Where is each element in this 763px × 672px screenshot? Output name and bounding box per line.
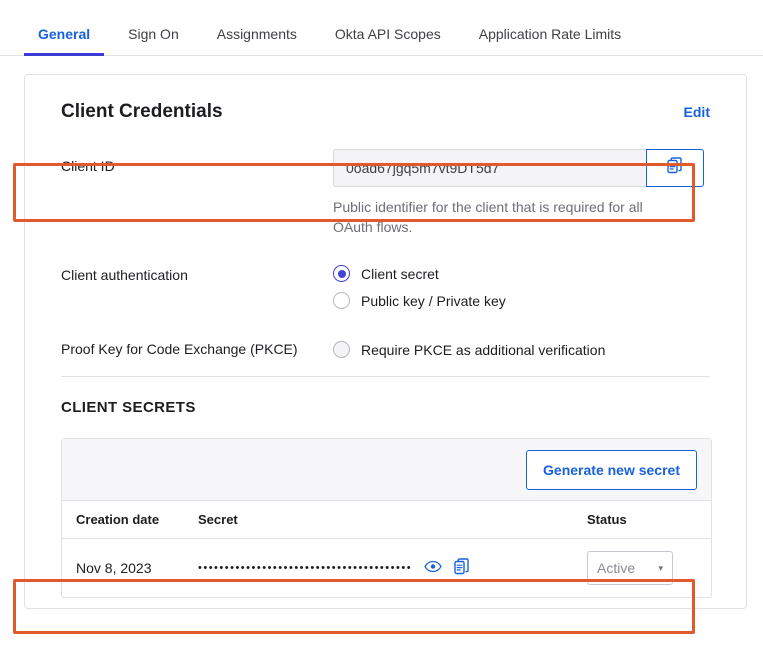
cell-creation-date: Nov 8, 2023	[76, 560, 152, 576]
status-dropdown[interactable]	[587, 551, 673, 585]
radio-client-secret[interactable]	[333, 265, 710, 282]
client-authentication-options	[333, 265, 710, 319]
cell-status	[587, 551, 697, 585]
reveal-secret-button[interactable]	[424, 560, 442, 576]
copy-client-id-button[interactable]	[646, 149, 704, 187]
client-credentials-card	[24, 74, 747, 609]
radio-icon-selected	[333, 265, 350, 282]
radio-public-private-key-label: Public key / Private key	[361, 292, 506, 309]
column-header-secret: Secret	[198, 512, 238, 527]
tab-okta-api-scopes[interactable]: Okta API Scopes	[334, 26, 441, 42]
client-id-input[interactable]: 0oad67jgq5m7vt9DT5d7	[333, 149, 647, 187]
pkce-label: Proof Key for Code Exchange (PKCE)	[61, 341, 298, 357]
copy-icon	[454, 558, 471, 579]
tab-application-rate-limits[interactable]: Application Rate Limits	[478, 26, 622, 42]
status-badge: Active	[597, 560, 636, 576]
radio-public-private-key[interactable]	[333, 292, 710, 309]
checkbox-require-pkce[interactable]	[333, 341, 710, 358]
column-header-status: Status	[587, 512, 627, 527]
column-header-creation-date: Creation date	[76, 512, 160, 527]
client-authentication-label: Client authentication	[61, 267, 188, 283]
eye-icon	[424, 560, 442, 576]
client-id-label: Client ID	[61, 158, 115, 174]
checkbox-icon	[333, 341, 350, 358]
radio-client-secret-label: Client secret	[361, 265, 439, 282]
page-title: Client Credentials	[61, 101, 223, 122]
table-row	[62, 539, 711, 597]
content-area	[0, 56, 763, 609]
secrets-toolbar	[62, 439, 711, 501]
checkbox-require-pkce-label: Require PKCE as additional verification	[361, 341, 606, 358]
client-id-input-group	[333, 149, 710, 187]
client-id-row	[61, 149, 710, 237]
section-divider	[61, 376, 710, 377]
tab-general[interactable]: General	[24, 27, 104, 55]
generate-new-secret-button[interactable]: Generate new secret	[526, 450, 697, 490]
edit-button[interactable]: Edit	[683, 104, 710, 120]
cell-secret	[198, 558, 587, 579]
chevron-down-icon: ▾	[658, 562, 663, 573]
pkce-row	[61, 341, 710, 358]
pkce-content	[333, 341, 710, 358]
radio-icon-unselected	[333, 292, 350, 309]
client-secrets-heading: CLIENT SECRETS	[61, 399, 196, 416]
client-secrets-table	[61, 438, 712, 598]
client-id-helper-text: Public identifier for the client that is required for all OAuth flows.	[333, 199, 643, 235]
copy-secret-button[interactable]	[454, 558, 471, 579]
tab-assignments[interactable]: Assignments	[216, 26, 297, 42]
client-authentication-row	[61, 265, 710, 319]
tab-sign-on[interactable]: Sign On	[128, 26, 179, 42]
copy-icon	[667, 157, 684, 180]
client-id-content	[333, 149, 710, 237]
tab-bar	[0, 0, 763, 56]
secret-masked-value: ••••••••••••••••••••••••••••••••••••••••	[198, 562, 413, 574]
card-header	[61, 101, 710, 123]
table-header-row	[62, 501, 711, 539]
